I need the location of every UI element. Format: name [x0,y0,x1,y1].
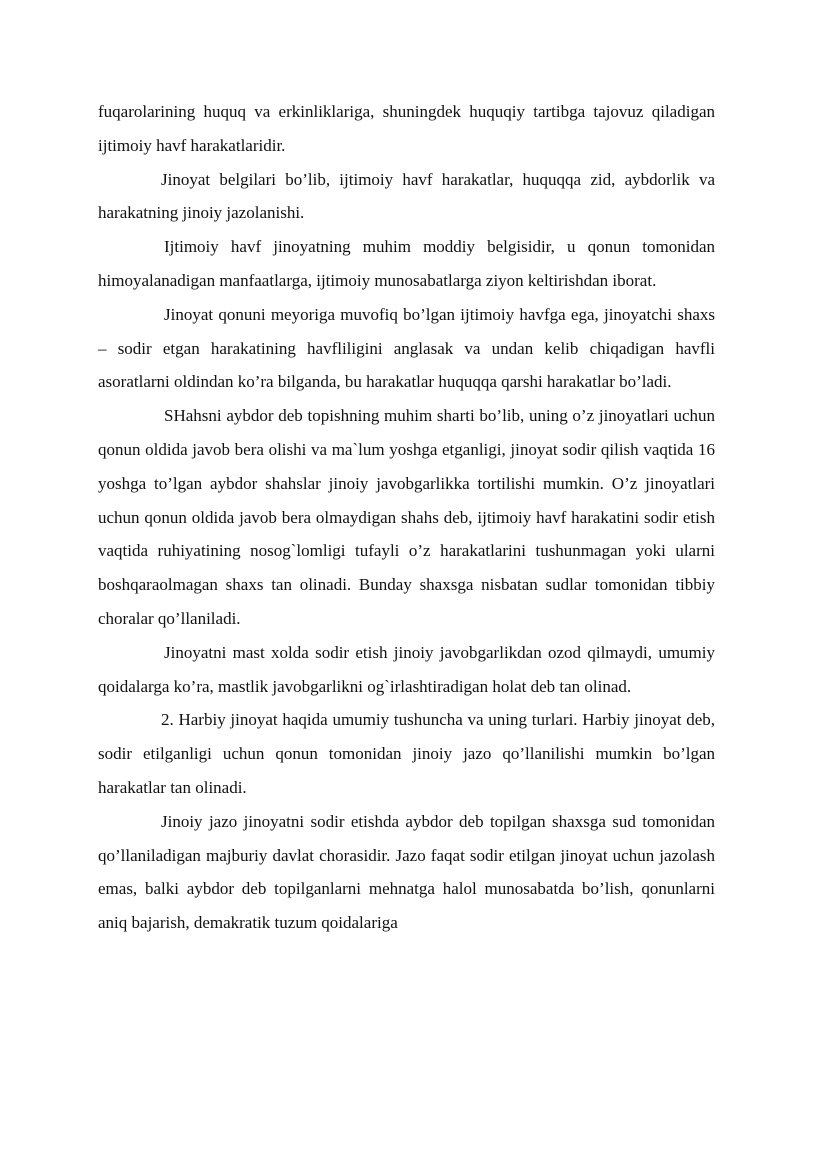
paragraph-criminal-punishment: Jinoiy jazo jinoyatni sodir etishda aybdor deb topilgan shaxsga sud tomonidan qo’llaniladigan majburiy davlat chorasidir. Jazo faqat sodir etilgan jinoyat uchun jazolash emas, balki aybdor deb topilganlarni mehnatga halol munosabatda bo’lish, qonunlarni aniq bajarish, demakratik tuzum qoidalariga [98,811,715,933]
paragraph-continuation: fuqarolarining huquq va erkinliklariga, shuningdek huquqiy tartibga tajovuz qiladigan ijtimoiy havf harakatlaridir. [98,102,715,155]
document-page [98,95,715,940]
paragraph-intoxication: Jinoyatni mast xolda sodir etish jinoiy javobgarlikdan ozod qilmaydi, umumiy qoidalarga ko’ra, mastlik javobgarlikni og`irlashtiradigan holat deb tan olinad. [98,642,715,696]
paragraph-military-crime: 2. Harbiy jinoyat haqida umumiy tushuncha va uning turlari. Harbiy jinoyat deb, sodir etilganligi uchun qonun tomonidan jinoiy jazo qo’llanilishi mumkin bo’lgan harakatlar tan olinadi. [98,710,715,797]
paragraph-guilt-conditions: SHahsni aybdor deb topishning muhim sharti bo’lib, uning o’z jinoyatlari uchun qonun oldida javob bera olishi va ma`lum yoshga etganligi, jinoyat sodir qilish vaqtida 16 yoshga to’lgan aybdor shahslar jinoiy javobgarlikka tortilishi mumkin. O’z jinoyatlari uchun qonun oldida javob bera olmaydigan shahs deb, ijtimoiy havf harakatini sodir etish vaqtida ruhiyatining nosog`lomligi tufayli o’z harakatlarini tushunmagan yoki ularni boshqaraolmagan shaxs tan olinadi. Bunday shaxsga nisbatan sudlar tomonidan tibbiy choralar qo’llaniladi. [98,406,715,628]
paragraph-criminal-law: Jinoyat qonuni meyoriga muvofiq bo’lgan ijtimoiy havfga ega, jinoyatchi shaxs – sodir etgan harakatining havfliligini anglasak va undan kelib chiqadigan havfli asoratlarni oldindan ko’ra bilganda, bu harakatlar huquqqa qarshi harakatlar bo’ladi. [98,304,715,392]
paragraph-crime-signs: Jinoyat belgilari bo’lib, ijtimoiy havf harakatlar, huquqqa zid, aybdorlik va harakatning jinoiy jazolanishi. [98,169,715,223]
paragraph-social-danger: Ijtimoiy havf jinoyatning muhim moddiy belgisidir, u qonun tomonidan himoyalanadigan manfaatlarga, ijtimoiy munosabatlarga ziyon keltirishdan iborat. [98,237,715,290]
